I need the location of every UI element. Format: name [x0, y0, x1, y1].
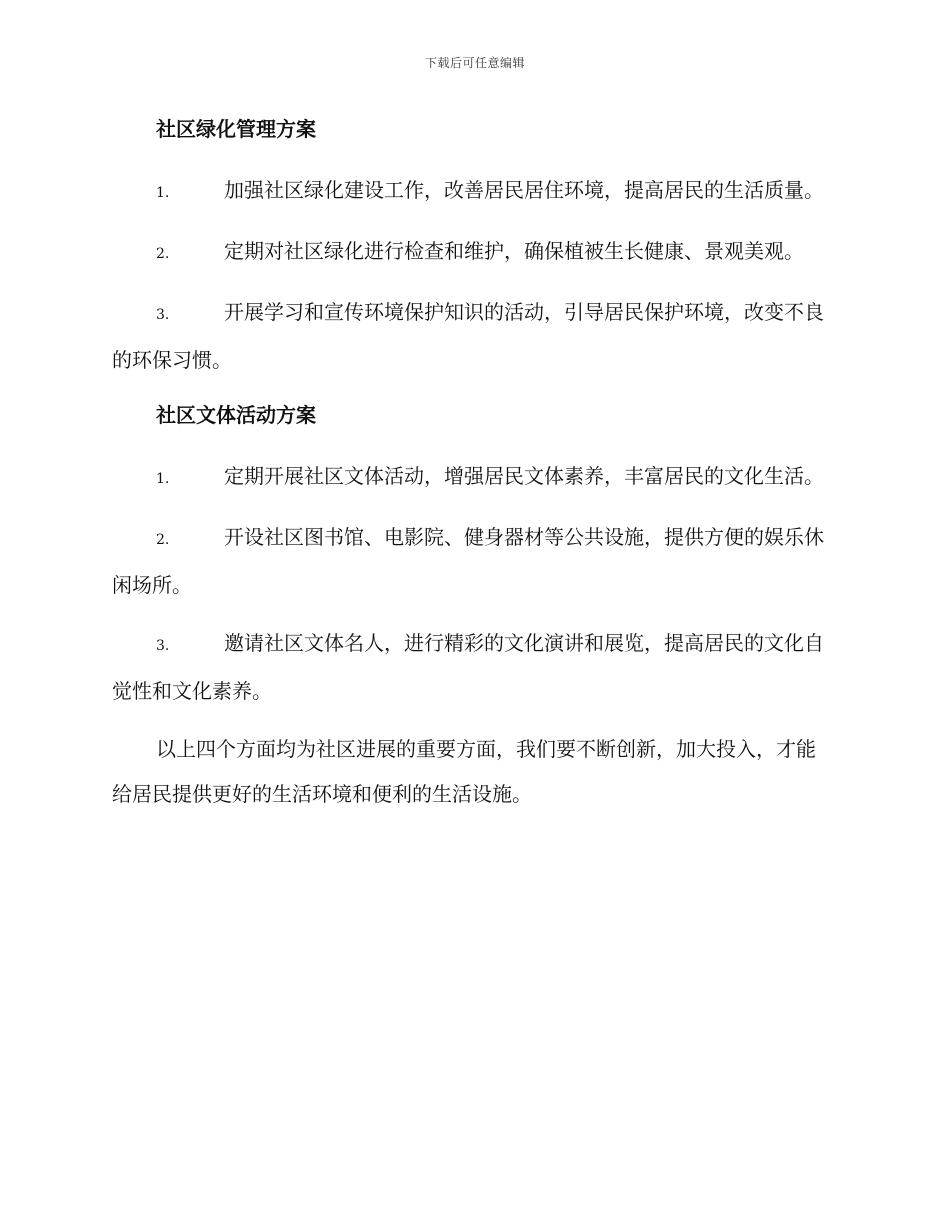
list-item [112, 621, 834, 714]
item-number: 3. [156, 307, 170, 323]
list-item [112, 290, 834, 383]
list-item [112, 454, 834, 502]
list-item [112, 229, 834, 277]
item-number: 2. [156, 246, 170, 262]
section-culture-sports [112, 396, 834, 714]
item-number: 2. [156, 532, 170, 548]
item-number: 1. [156, 471, 170, 487]
item-text: 加强社区绿化建设工作，改善居民居住环境，提高居民的生活质量。 [224, 178, 824, 202]
document-body [112, 110, 834, 817]
item-text: 开设社区图书馆、电影院、健身器材等公共设施，提供方便的娱乐休闲场所。 [112, 525, 824, 597]
item-number: 3. [156, 638, 170, 654]
section-greening [112, 110, 834, 383]
item-number: 1. [156, 185, 170, 201]
list-item [112, 515, 834, 608]
item-text: 开展学习和宣传环境保护知识的活动，引导居民保护环境，改变不良的环保习惯。 [112, 300, 824, 372]
section-title: 社区绿化管理方案 [156, 117, 316, 141]
list-item [112, 168, 834, 216]
item-text: 邀请社区文体名人，进行精彩的文化演讲和展览，提高居民的文化自觉性和文化素养。 [112, 631, 824, 703]
item-text: 定期对社区绿化进行检查和维护，确保植被生长健康、景观美观。 [224, 239, 804, 263]
header-note: 下载后可任意编辑 [424, 56, 525, 70]
section-title: 社区文体活动方案 [156, 403, 316, 427]
item-text: 定期开展社区文体活动，增强居民文体素养，丰富居民的文化生活。 [224, 464, 824, 488]
closing-paragraph: 以上四个方面均为社区进展的重要方面，我们要不断创新，加大投入，才能给居民提供更好的生活环境和便利的生活设施。 [112, 737, 816, 806]
